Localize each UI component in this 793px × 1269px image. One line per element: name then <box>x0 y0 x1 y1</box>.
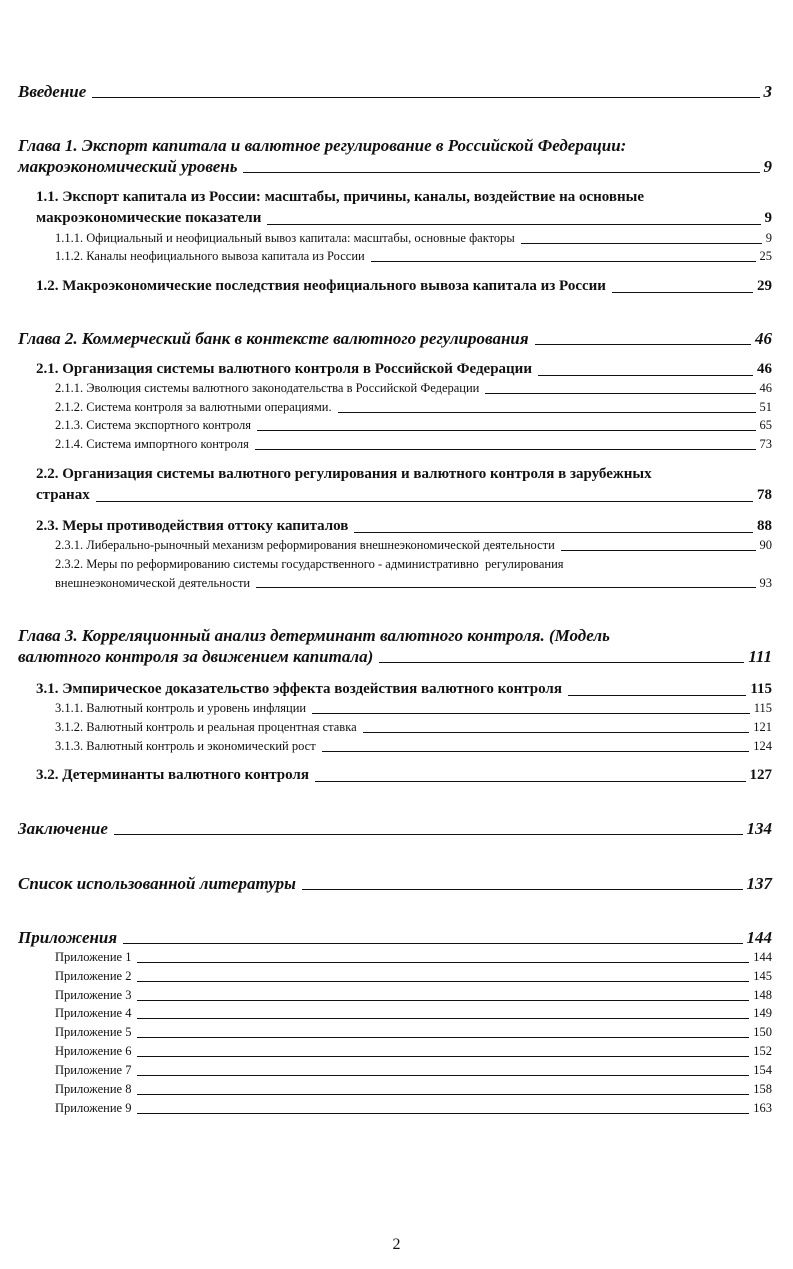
entry-title: 1.1.2. Каналы неофициального вывоза капитала из России <box>55 249 365 263</box>
entry-title: 1.2. Макроэкономические последствия неофициального вывоза капитала из России <box>36 278 606 294</box>
entry-title: 3.2. Детерминанты валютного контроля <box>36 767 309 783</box>
entry-title: 2.1.4. Система импортного контроля <box>55 437 249 451</box>
toc-entry-2-1-4 <box>55 435 772 454</box>
toc-entry-2-2 <box>36 464 772 506</box>
entry-page: 144 <box>753 950 772 964</box>
toc-entry-2-1 <box>36 359 772 380</box>
toc-entry-references <box>18 873 772 894</box>
toc-entry-2-3-1 <box>55 536 772 555</box>
entry-page: 124 <box>753 739 772 753</box>
leader-line <box>363 732 750 733</box>
toc-entry-appendix <box>55 1004 772 1023</box>
entry-title: 2.1.1. Эволюция системы валютного законодательства в Российской Федерации <box>55 381 480 395</box>
entry-page: 65 <box>759 418 772 432</box>
entry-title: 2.3. Меры противодействия оттоку капиталов <box>36 518 349 534</box>
entry-page: 46 <box>757 361 772 377</box>
leader-line <box>379 662 744 663</box>
leader-line <box>561 550 756 551</box>
entry-page: 163 <box>753 1101 772 1115</box>
entry-title: Приложение 9 <box>55 1101 132 1115</box>
entry-page: 9 <box>764 210 772 226</box>
entry-page: 9 <box>765 231 772 245</box>
entry-page: 127 <box>749 767 772 783</box>
toc-entry-1-2 <box>36 276 772 297</box>
entry-page: 152 <box>753 1044 772 1058</box>
entry-page: 88 <box>757 518 772 534</box>
entry-title-line2: макроэкономический уровень <box>18 157 238 176</box>
leader-line <box>322 751 750 752</box>
entry-title: Приложение 4 <box>55 1006 132 1020</box>
toc-entry-chapter-1 <box>18 135 772 177</box>
leader-line <box>243 172 759 173</box>
leader-line <box>114 834 743 835</box>
entry-title: Заключение <box>18 819 108 838</box>
entry-page: 154 <box>753 1063 772 1077</box>
leader-line <box>137 1094 749 1095</box>
toc-entry-chapter-3 <box>18 625 772 667</box>
leader-line <box>137 1056 749 1057</box>
entry-title: 2.1. Организация системы валютного контроля в Российской Федерации <box>36 361 532 377</box>
entry-page: 145 <box>753 969 772 983</box>
leader-line <box>137 1037 749 1038</box>
leader-line <box>521 243 762 244</box>
leader-line <box>538 375 753 376</box>
entry-title: 3.1. Эмпирическое доказательство эффекта воздействия валютного контроля <box>36 681 562 697</box>
toc-entry-appendix <box>55 1080 772 1099</box>
leader-line <box>255 449 756 450</box>
leader-line <box>123 943 742 944</box>
entry-title: 2.1.3. Система экспортного контроля <box>55 418 251 432</box>
leader-line <box>568 695 746 696</box>
entry-title: Приложение 8 <box>55 1082 132 1096</box>
toc-entry-1-1 <box>36 187 772 229</box>
entry-page: 25 <box>759 249 772 263</box>
entry-title-line1: 2.2. Организация системы валютного регулирования и валютного контроля в зарубежных <box>36 466 652 482</box>
entry-page: 46 <box>755 329 772 348</box>
entry-title: 2.3.1. Либерально-рыночный механизм реформирования внешнеэкономической деятельности <box>55 538 555 552</box>
leader-line <box>371 261 756 262</box>
entry-title-line1: Глава 1. Экспорт капитала и валютное регулирование в Российской Федерации: <box>18 136 627 155</box>
entry-title-line1: Глава 3. Корреляционный анализ детерминант валютного контроля. (Модель <box>18 626 610 645</box>
entry-title: Список использованной литературы <box>18 874 296 893</box>
leader-line <box>338 412 756 413</box>
page-number: 2 <box>392 1236 401 1253</box>
toc-entry-appendices <box>18 927 772 948</box>
entry-page: 46 <box>759 381 772 395</box>
toc-entry-2-3-2 <box>55 555 772 592</box>
leader-line <box>312 713 750 714</box>
toc-entry-appendix <box>55 948 772 967</box>
leader-line <box>256 587 755 588</box>
entry-page: 144 <box>746 928 772 947</box>
toc-entry-appendix <box>55 1042 772 1061</box>
toc-entry-2-1-3 <box>55 416 772 435</box>
toc-entry-1-1-1 <box>55 229 772 248</box>
leader-line <box>302 889 743 890</box>
toc-entry-appendix <box>55 967 772 986</box>
toc-entry-2-3 <box>36 516 772 537</box>
toc-entry-intro <box>18 81 772 102</box>
toc-entry-appendix <box>55 986 772 1005</box>
entry-title-line2: странах <box>36 487 90 503</box>
toc-entry-appendix <box>55 1099 772 1118</box>
entry-title: Приложение 2 <box>55 969 132 983</box>
entry-page: 73 <box>759 437 772 451</box>
leader-line <box>137 1018 749 1019</box>
toc-entry-2-1-2 <box>55 398 772 417</box>
entry-title: Введение <box>18 82 87 101</box>
toc-entry-1-1-2 <box>55 247 772 266</box>
entry-title: Приложение 5 <box>55 1025 132 1039</box>
entry-title: Нриложение 6 <box>55 1044 132 1058</box>
leader-line <box>92 97 759 98</box>
leader-line <box>137 962 749 963</box>
entry-page: 9 <box>763 157 772 176</box>
leader-line <box>612 292 753 293</box>
entry-title: Приложение 7 <box>55 1063 132 1077</box>
toc-entry-3-1-2 <box>55 718 772 737</box>
entry-page: 134 <box>746 819 772 838</box>
toc-entry-3-2 <box>36 765 772 786</box>
leader-line <box>315 781 746 782</box>
entry-title: 3.1.3. Валютный контроль и экономический рост <box>55 739 316 753</box>
entry-page: 78 <box>757 487 772 503</box>
entry-page: 150 <box>753 1025 772 1039</box>
toc-entry-3-1 <box>36 679 772 700</box>
entry-page: 51 <box>759 400 772 414</box>
toc-entry-chapter-2 <box>18 328 772 349</box>
entry-page: 149 <box>753 1006 772 1020</box>
toc-entry-3-1-1 <box>55 699 772 718</box>
leader-line <box>137 1075 749 1076</box>
leader-line <box>257 430 756 431</box>
entry-title: 3.1.1. Валютный контроль и уровень инфляции <box>55 701 307 715</box>
entry-page: 137 <box>746 874 772 893</box>
leader-line <box>485 393 755 394</box>
entry-page: 3 <box>763 82 772 101</box>
leader-line <box>137 1113 749 1114</box>
toc-entry-appendix <box>55 1023 772 1042</box>
entry-page: 148 <box>753 988 772 1002</box>
toc-entry-conclusion <box>18 818 772 839</box>
entry-page: 115 <box>750 681 772 697</box>
leader-line <box>354 532 753 533</box>
leader-line <box>535 344 751 345</box>
entry-page: 115 <box>753 701 772 715</box>
entry-title-line2: валютного контроля за движением капитала) <box>18 647 374 666</box>
entry-page: 29 <box>757 278 772 294</box>
entry-title: Приложения <box>18 928 118 947</box>
entry-page: 90 <box>759 538 772 552</box>
leader-line <box>137 1000 749 1001</box>
entry-title: 3.1.2. Валютный контроль и реальная процентная ставка <box>55 720 357 734</box>
entry-title-line2: макроэкономические показатели <box>36 210 262 226</box>
entry-title: 2.1.2. Система контроля за валютными операциями. <box>55 400 332 414</box>
toc-entry-2-1-1 <box>55 379 772 398</box>
entry-page: 158 <box>753 1082 772 1096</box>
toc-entry-3-1-3 <box>55 737 772 756</box>
entry-page: 111 <box>748 647 772 666</box>
toc-entry-appendix <box>55 1061 772 1080</box>
entry-title-line2: внешнеэкономической деятельности <box>55 575 251 590</box>
entry-title: Глава 2. Коммерческий банк в контексте валютного регулирования <box>18 329 529 348</box>
leader-line <box>137 981 749 982</box>
entry-title-line1: 2.3.2. Меры по реформированию системы государственного - административно регулирования <box>55 557 564 571</box>
leader-line <box>267 224 760 225</box>
entry-title: 1.1.1. Официальный и неофициальный вывоз капитала: масштабы, основные факторы <box>55 231 515 245</box>
entry-page: 121 <box>753 720 772 734</box>
entry-title: Приложение 1 <box>55 950 132 964</box>
entry-page: 93 <box>759 575 772 590</box>
entry-title-line1: 1.1. Экспорт капитала из России: масштабы, причины, каналы, воздействие на основные <box>36 189 645 205</box>
leader-line <box>96 501 753 502</box>
entry-title: Приложение 3 <box>55 988 132 1002</box>
